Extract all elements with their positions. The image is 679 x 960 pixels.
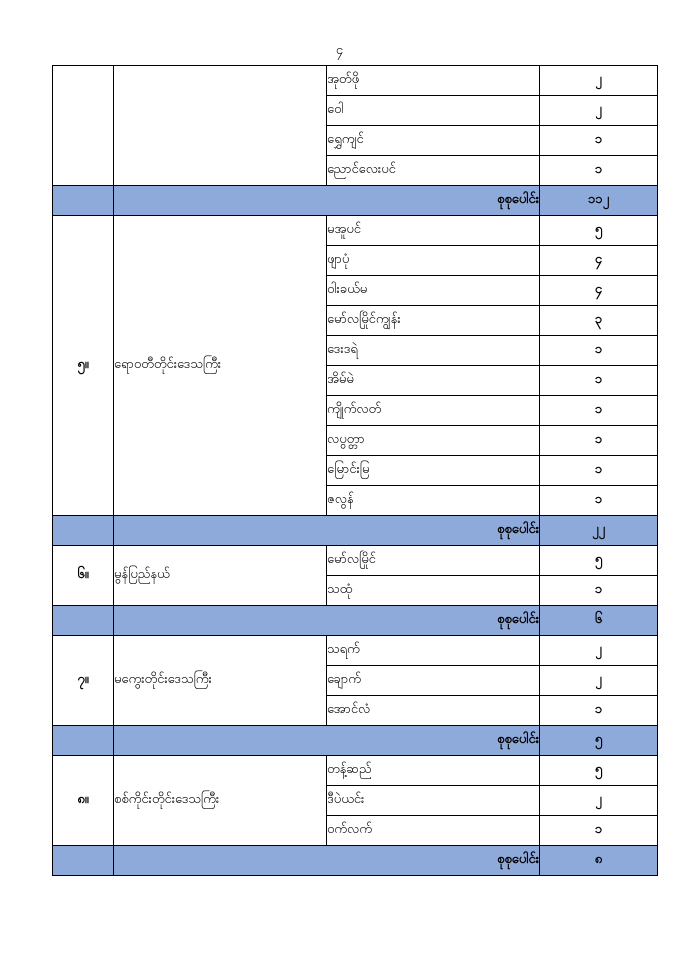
township-count: ၁ — [540, 486, 658, 516]
section-number: ၇။ — [53, 636, 114, 726]
township-name: ညောင်လေးပင် — [327, 156, 540, 186]
state-name: စစ်ကိုင်းတိုင်းဒေသကြီး — [114, 756, 327, 846]
township-name: ချောက် — [327, 666, 540, 696]
total-value: ၅ — [540, 726, 658, 756]
township-count: ၅ — [540, 546, 658, 576]
township-count: ၁ — [540, 456, 658, 486]
township-name: မော်လမြိုင် — [327, 546, 540, 576]
total-label: စုစုပေါင်း — [114, 516, 540, 546]
township-count: ၂ — [540, 786, 658, 816]
state-name: ရောဝတီတိုင်းဒေသကြီး — [114, 216, 327, 516]
total-row — [53, 516, 658, 546]
table-body — [53, 66, 658, 876]
township-count: ၁ — [540, 696, 658, 726]
state-name — [114, 66, 327, 186]
total-value: ၈ — [540, 846, 658, 876]
state-name: မကွေးတိုင်းဒေသကြီး — [114, 636, 327, 726]
section-number: ၈။ — [53, 756, 114, 846]
township-count: ၃ — [540, 306, 658, 336]
township-name: မအူပင် — [327, 216, 540, 246]
township-count: ၁ — [540, 396, 658, 426]
page-number: ၄ — [335, 43, 344, 58]
table-row — [53, 546, 658, 576]
township-count: ၂ — [540, 96, 658, 126]
township-name: ဝေါ — [327, 96, 540, 126]
township-count: ၄ — [540, 246, 658, 276]
total-row-blank-cell — [53, 516, 114, 546]
total-row-blank-cell — [53, 726, 114, 756]
total-value: ၂၂ — [540, 516, 658, 546]
township-name: အောင်လံ — [327, 696, 540, 726]
total-label: စုစုပေါင်း — [114, 726, 540, 756]
township-count: ၁ — [540, 336, 658, 366]
total-row — [53, 606, 658, 636]
township-count: ၂ — [540, 636, 658, 666]
township-count: ၁ — [540, 576, 658, 606]
township-name: ဝက်လက် — [327, 816, 540, 846]
township-name: အိမ်မဲ — [327, 366, 540, 396]
township-name: သထုံ — [327, 576, 540, 606]
township-count: ၁ — [540, 156, 658, 186]
total-row — [53, 726, 658, 756]
township-count: ၁ — [540, 426, 658, 456]
table-row — [53, 636, 658, 666]
township-name: ရွှေကျင် — [327, 126, 540, 156]
township-count: ၅ — [540, 216, 658, 246]
township-name: ကျိုက်လတ် — [327, 396, 540, 426]
section-number — [53, 66, 114, 186]
township-count: ၂ — [540, 666, 658, 696]
section-number: ၆။ — [53, 546, 114, 606]
total-label: စုစုပေါင်း — [114, 606, 540, 636]
township-count: ၄ — [540, 276, 658, 306]
total-row-blank-cell — [53, 846, 114, 876]
table-row — [53, 216, 658, 246]
total-value: ၁၁၂ — [540, 186, 658, 216]
township-name: ဝါးခယ်မ — [327, 276, 540, 306]
state-name: မွန်ပြည်နယ် — [114, 546, 327, 606]
township-name: ဒေးဒရဲ — [327, 336, 540, 366]
section-number: ၅။ — [53, 216, 114, 516]
total-row — [53, 186, 658, 216]
township-count-table — [52, 65, 658, 876]
township-count: ၁ — [540, 366, 658, 396]
total-row-blank-cell — [53, 606, 114, 636]
township-name: ဖျာပုံ — [327, 246, 540, 276]
township-name: ဇလွန် — [327, 486, 540, 516]
table-row — [53, 66, 658, 96]
township-count: ၁ — [540, 126, 658, 156]
total-value: ၆ — [540, 606, 658, 636]
township-count: ၂ — [540, 66, 658, 96]
total-label: စုစုပေါင်း — [114, 846, 540, 876]
total-row — [53, 846, 658, 876]
table-row — [53, 756, 658, 786]
total-label: စုစုပေါင်း — [114, 186, 540, 216]
township-name: အုတ်ဖို — [327, 66, 540, 96]
township-count: ၁ — [540, 816, 658, 846]
township-name: ဒီပဲယင်း — [327, 786, 540, 816]
township-count: ၅ — [540, 756, 658, 786]
township-name: လပွတ္တာ — [327, 426, 540, 456]
township-name: သရက် — [327, 636, 540, 666]
total-row-blank-cell — [53, 186, 114, 216]
township-name: မြောင်းမြ — [327, 456, 540, 486]
township-name: မော်လမြိုင်ကျွန်း — [327, 306, 540, 336]
township-name: တန့်ဆည် — [327, 756, 540, 786]
